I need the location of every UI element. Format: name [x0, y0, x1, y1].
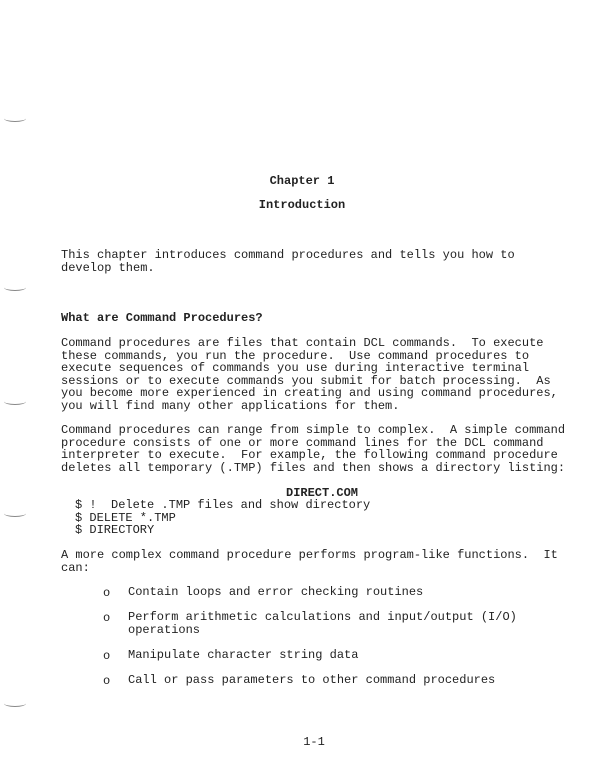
- list-item: Perform arithmetic calculations and input/output (I/O) operations: [128, 610, 517, 637]
- list-item: Contain loops and error checking routines: [128, 585, 424, 599]
- intro-paragraph: This chapter introduces command procedures and tells you how to develop them.: [61, 248, 515, 275]
- bullet-marker: o: [103, 649, 111, 663]
- scan-mark: [4, 284, 26, 291]
- scan-mark: [4, 115, 26, 122]
- list-item: Call or pass parameters to other command procedures: [128, 673, 496, 687]
- code-example: $ ! Delete .TMP files and show directory $ DELETE *.TMP $ DIRECTORY: [75, 498, 371, 538]
- chapter-title: Introduction: [258, 198, 346, 212]
- list-item: Manipulate character string data: [128, 648, 359, 662]
- section-heading: What are Command Procedures?: [61, 311, 263, 325]
- page-number: 1-1: [303, 735, 325, 749]
- bullet-marker: o: [103, 586, 111, 600]
- scan-mark: [4, 700, 26, 707]
- scan-mark: [4, 510, 26, 517]
- scan-mark: [4, 398, 26, 405]
- paragraph-2: Command procedures can range from simple to complex. A simple command procedure consists of one or more command lines for the DCL command interpreter to execute. For example, the following command procedure deletes all temporary (.TMP) files and then shows a directory listing:: [61, 423, 566, 475]
- paragraph-1: Command procedures are files that contain DCL commands. To execute these commands, you run the procedure. Use command procedures to execute sequences of commands you use during interactive terminal sessions or to execute commands you submit for batch processing. As you become more experienced in creating and using command procedures, you will find many other applications for them.: [61, 336, 558, 413]
- bullet-marker: o: [103, 674, 111, 688]
- example-title: DIRECT.COM: [286, 486, 359, 500]
- paragraph-3: A more complex command procedure performs program-like functions. It can:: [61, 548, 558, 575]
- bullet-marker: o: [103, 611, 111, 625]
- chapter-number: Chapter 1: [269, 174, 335, 188]
